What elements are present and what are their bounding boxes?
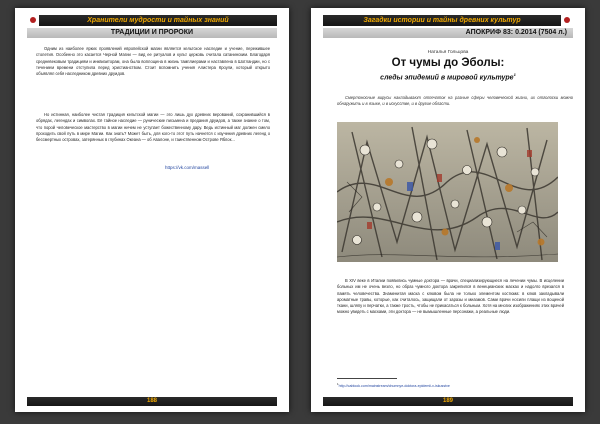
skull-emblem-icon xyxy=(562,16,572,25)
left-paragraph-1: Одним из наиболее ярких проявлений европейской магии является кельтское наследие и учение, пережившее столетия. Особенно это касается Черной Магии — вид ее ритуалов и культ церковь считала сатанинским. Благодаря средневековым традициям и инквизиторам, она была воплощена в жизнь тамплиерами и наставлена в Шотландии, но с течением времени отступила перед христианством. Стоит вспомнить учения Алистера Кроули, который открыто объявлял себя наследником древних друидов. xyxy=(36,46,270,76)
footnote xyxy=(337,382,450,388)
left-page-header: Хранители мудрости и тайных знаний xyxy=(39,15,277,26)
article-paragraph: В XIV веке в Италии появились чумные доктора — врачи, специализирующиеся на лечении чумы. В исцелении больных им не очень везло, но образ чумного доктора закрепился в венецианских масках и надолго врезался в память человечества. Знаменитая маска с клювом была не только элементом костюма: в клюв закладывали ароматные травы, которые, как считалось, защищали от заразы и миазмов. Сами врачи носили плащи из вощеной ткани, шляпу и перчатки, а также трость, чтобы не прикасаться к больным. Хотя на многих изображениях этих врачей можно увидеть с масками, эти доктора — не вымышленные персонажи, а реальные люди. xyxy=(337,278,564,315)
dance-of-death-illustration xyxy=(337,122,558,262)
section-rubric: ТРАДИЦИИ И ПРОРОКИ xyxy=(27,28,277,38)
right-page-footer xyxy=(323,397,573,406)
skull-emblem-icon xyxy=(28,16,38,25)
article-subtitle xyxy=(311,72,585,81)
article-epigraph: Смертоносные вирусы накладывают отпечаток на разные сферы человеческой жизни, их отголоски можно обнаружить и в языке, и в искусстве, и в другие области. xyxy=(337,95,573,107)
left-paragraph-2: Но истинная, наиболее чистая традиция кельтской магии — это лишь дух древних верований, сохранившийся в обрядах, легендах и символах. Её тайное наследие — рунические письмена и предания друидов, а также знание о том, что порой человеческое мастерство в магии ничем не уступает божественному дару. Ведь истинный маг должен смело проходить свой путь в мире Магии. Как знать? Может быть, для кого-то этот путь начнется с изучения древних легенд о бессмертных островах, затерянных в глубинах Океана — об Авалоне, и таинственном Острове Яблок... xyxy=(36,112,270,142)
left-page-number: 188 xyxy=(146,398,157,404)
right-page xyxy=(311,8,585,412)
article-title: От чумы до Эболы: xyxy=(391,57,505,69)
article-subtitle-text: следы эпидемий в мировой культуре xyxy=(380,74,514,82)
vk-link[interactable]: https://vk.com/massell xyxy=(165,165,210,170)
footnote-mark: 1 xyxy=(337,382,339,386)
footnote-link[interactable]: http://cablook.com/mainstream/chumnye-doktora-epidemii-v-iskusstve xyxy=(338,384,450,389)
article-author: Наталья Гольцова xyxy=(427,50,469,55)
issue-rubric: АПОКРИФ 83: 0.2014 (7504 л.) xyxy=(323,28,573,38)
footnote-divider xyxy=(337,378,397,379)
right-page-header: Загадки истории и тайны древних культур xyxy=(323,15,561,26)
subtitle-footnote-mark: 1 xyxy=(513,72,516,77)
left-page xyxy=(15,8,289,412)
right-page-number: 189 xyxy=(442,398,453,404)
left-page-footer xyxy=(27,397,277,406)
